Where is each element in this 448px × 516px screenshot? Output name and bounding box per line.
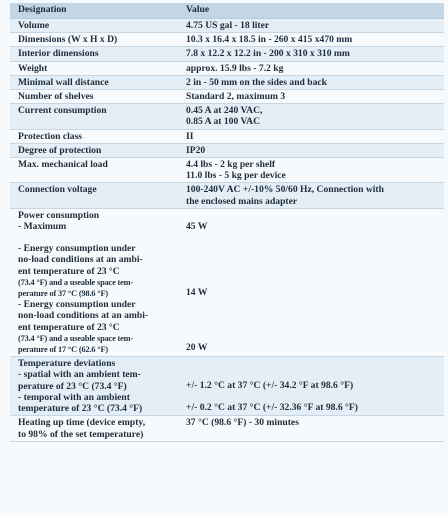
label-line: perature of 17 °C (62.6 °F) xyxy=(18,345,108,355)
value-line: 11.0 lbs - 5 kg per device xyxy=(186,170,286,182)
table-row xyxy=(10,47,444,61)
row-label: Dimensions (W x H x D) xyxy=(10,33,178,47)
label-line: ent temperature of 23 °C xyxy=(18,265,120,277)
value-line: 100-240V AC +/-10% 50/60 Hz, Connection with xyxy=(186,184,384,196)
label-line: perature of 23 °C (73.4 °F) xyxy=(18,380,127,392)
row-value: approx. 15.9 lbs - 7.2 kg xyxy=(178,61,444,75)
table-row xyxy=(10,416,444,441)
label-line: - temporal with an ambient xyxy=(18,391,130,403)
value-line: 20 W xyxy=(186,342,208,354)
value-line: the enclosed mains adapter xyxy=(186,195,298,207)
row-value: IP20 xyxy=(178,143,444,157)
value-line: +/- 0.2 °C at 37 °C (+/- 32.36 °F at 98.6 °F) xyxy=(186,402,358,414)
table-row-power-consumption xyxy=(10,208,444,356)
row-value: 10.3 x 16.4 x 18.5 in - 260 x 415 x470 mm xyxy=(178,33,444,47)
table-row-temperature-deviations xyxy=(10,357,444,416)
row-label xyxy=(10,416,178,441)
row-label: Current consumption xyxy=(10,104,178,129)
specifications-table xyxy=(10,3,444,442)
table-row xyxy=(10,104,444,129)
value-line: 0.45 A at 240 VAC, xyxy=(186,105,263,117)
table-row xyxy=(10,75,444,89)
table-row xyxy=(10,183,444,208)
row-label: Max. mechanical load xyxy=(10,158,178,183)
label-line: - Energy consumption under xyxy=(18,243,136,255)
value-line: +/- 1.2 °C at 37 °C (+/- 34.2 °F at 98.6 °F) xyxy=(186,380,354,392)
table-header-row xyxy=(10,3,444,19)
label-line: Heating up time (device empty, xyxy=(18,417,146,429)
label-line: - spatial with an ambient tem- xyxy=(18,369,141,381)
row-value xyxy=(178,357,444,416)
row-value xyxy=(178,104,444,129)
label-line: (73.4 °F) and a useable space tem- xyxy=(18,277,134,287)
table-row xyxy=(10,158,444,183)
header-designation: Designation xyxy=(10,3,178,19)
row-value xyxy=(178,208,444,356)
value-line: 45 W xyxy=(186,220,208,232)
row-value: 7.8 x 12.2 x 12.2 in - 200 x 310 x 310 mm xyxy=(178,47,444,61)
label-line: - Energy consumption under xyxy=(18,299,136,311)
row-label: Weight xyxy=(10,61,178,75)
row-value: 4.75 US gal - 18 liter xyxy=(178,19,444,33)
table-row xyxy=(10,143,444,157)
row-label: Degree of protection xyxy=(10,143,178,157)
header-value: Value xyxy=(178,3,444,19)
row-label: Connection voltage xyxy=(10,183,178,208)
row-value: II xyxy=(178,129,444,143)
table-row xyxy=(10,90,444,104)
row-label xyxy=(10,208,178,356)
row-value xyxy=(178,158,444,183)
value-line: 14 W xyxy=(186,287,208,299)
value-line: 4.4 lbs - 2 kg per shelf xyxy=(186,159,276,171)
label-line: Temperature deviations xyxy=(18,358,116,370)
row-value xyxy=(178,183,444,208)
label-line: (73.4 °F) and a useable space tem- xyxy=(18,333,134,343)
table-row xyxy=(10,61,444,75)
row-label: Minimal wall distance xyxy=(10,75,178,89)
label-line: temperature of 23 °C (73.4 °F) xyxy=(18,403,143,415)
row-value: 2 in - 50 mm on the sides and back xyxy=(178,75,444,89)
row-label: Interior dimensions xyxy=(10,47,178,61)
table-row xyxy=(10,33,444,47)
table-row xyxy=(10,19,444,33)
row-value: Standard 2, maximum 3 xyxy=(178,90,444,104)
row-label: Number of shelves xyxy=(10,90,178,104)
label-line: perature of 37 °C (98.6 °F) xyxy=(18,289,108,299)
label-line: to 98% of the set temperature) xyxy=(18,428,144,440)
row-label xyxy=(10,357,178,416)
label-line: - Maximum xyxy=(18,221,67,233)
value-line: 0.85 A at 100 VAC xyxy=(186,116,261,128)
row-value: 37 °C (98.6 °F) - 30 minutes xyxy=(178,416,444,441)
label-line: Power consumption xyxy=(18,209,100,221)
row-label: Protection class xyxy=(10,129,178,143)
table-row xyxy=(10,129,444,143)
label-line: no-load conditions at an ambi- xyxy=(18,254,143,266)
label-line: ent temperature of 23 °C xyxy=(18,321,120,333)
row-label: Volume xyxy=(10,19,178,33)
label-line: non-load conditions at an ambi- xyxy=(18,310,149,322)
